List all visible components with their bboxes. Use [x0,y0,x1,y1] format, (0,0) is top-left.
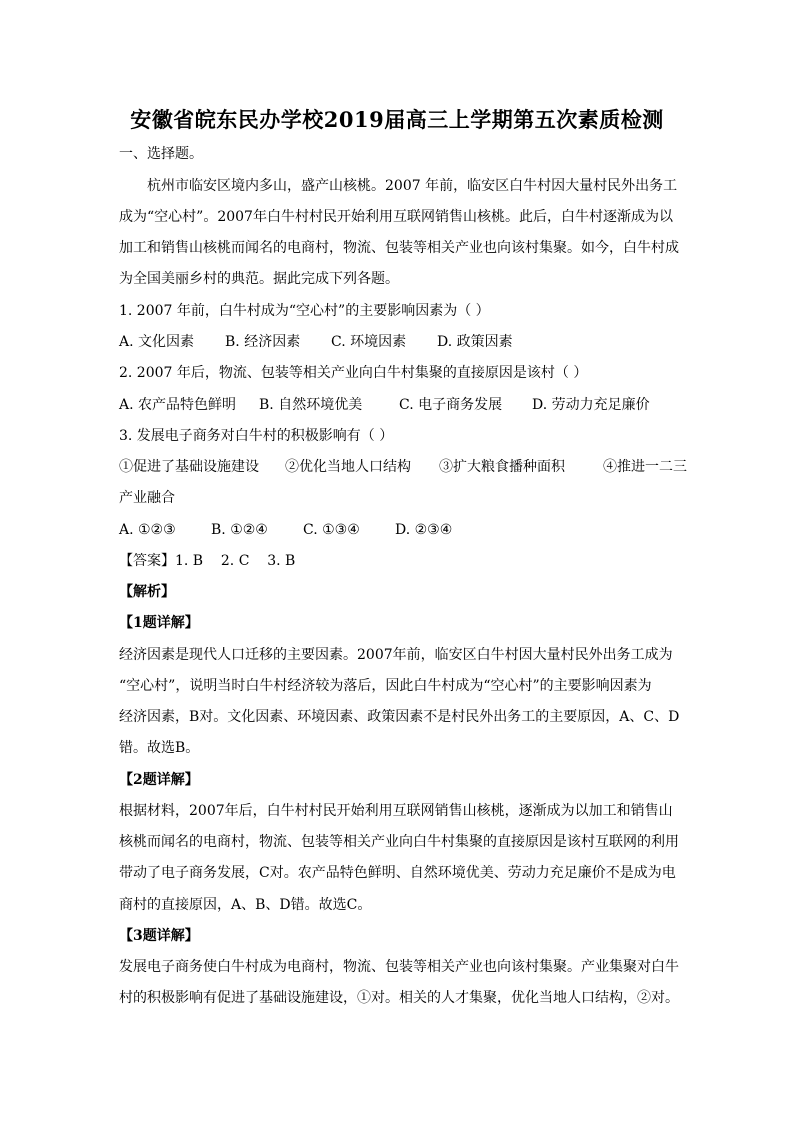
option: B. 自然环境优美 [259,397,363,413]
question-2-options [119,395,650,415]
option: C. ①③④ [303,522,360,538]
option: D. 劳动力充足廉价 [532,397,650,413]
document-title: 安徽省皖东民办学校2019届高三上学期第五次素质检测 [130,107,664,132]
question-3-stem: 3. 发展电子商务对白牛村的积极影响有（ ） [119,428,394,444]
detail-2-line: 根据材料，2007年后，白牛村村民开始利用互联网销售山核桃，逐渐成为以加工和销售山 [119,803,673,819]
detail-3-heading: 【3题详解】 [119,928,199,944]
option: C. 环境因素 [331,334,407,350]
detail-1-line: 经济因素是现代人口迁移的主要因素。2007年前，临安区白牛村因大量村民外出务工成为 [119,647,673,663]
detail-1-line: 错。故选B。 [119,740,200,756]
detail-3-line: 村的积极影响有促进了基础设施建设，①对。相关的人才集聚，优化当地人口结构，②对。 [119,990,679,1006]
detail-1-line: “空心村”，说明当时白牛村经济较为落后，因此白牛村成为“空心村”的主要影响因素为 [119,678,652,694]
answer-line: 【答案】1. B 2. C 3. B [119,553,296,569]
statement: ②优化当地人口结构 [285,459,411,475]
passage-line: 为全国美丽乡村的典范。据此完成下列各题。 [119,271,399,287]
statement: ③扩大粮食播种面积 [439,459,565,475]
analysis-heading: 【解析】 [119,584,175,600]
detail-2-line: 商村的直接原因，A、B、D错。故选C。 [119,897,372,913]
option: A. 文化因素 [119,334,195,350]
option: D. 政策因素 [437,334,513,350]
option: A. ①②③ [119,522,176,538]
option: B. 经济因素 [225,334,301,350]
option: D. ②③④ [395,522,453,538]
option: B. ①②④ [211,522,268,538]
question-3-options [119,520,452,540]
statement: ④推进一二三 [603,459,687,475]
question-1-stem: 1. 2007 年前，白牛村成为“空心村”的主要影响因素为（ ） [119,303,490,319]
detail-3-line: 发展电子商务使白牛村成为电商村，物流、包装等相关产业也向该村集聚。产业集聚对白牛 [119,959,679,975]
option: C. 电子商务发展 [399,397,503,413]
question-2-stem: 2. 2007 年后，物流、包装等相关产业向白牛村集聚的直接原因是该村（ ） [119,365,588,381]
detail-1-line: 经济因素，B对。文化因素、环境因素、政策因素不是村民外出务工的主要原因，A、C、D [119,709,680,725]
question-3-items-continued: 产业融合 [119,490,175,506]
detail-2-line: 带动了电子商务发展，C对。农产品特色鲜明、自然环境优美、劳动力充足廉价不是成为电 [119,865,676,881]
detail-2-heading: 【2题详解】 [119,772,199,788]
section-heading: 一、选择题。 [119,146,203,162]
question-3-items [119,457,687,477]
option: A. 农产品特色鲜明 [119,397,237,413]
statement: ①促进了基础设施建设 [119,459,259,475]
detail-2-line: 核桃而闻名的电商村，物流、包装等相关产业向白牛村集聚的直接原因是该村互联网的利用 [119,834,679,850]
detail-1-heading: 【1题详解】 [119,615,199,631]
passage-line: 杭州市临安区境内多山，盛产山核桃。2007 年前，临安区白牛村因大量村民外出务工 [147,178,678,194]
passage-line: 成为“空心村”。2007年白牛村村民开始利用互联网销售山核桃。此后，白牛村逐渐成为以 [119,209,673,225]
passage-line: 加工和销售山核桃而闻名的电商村，物流、包装等相关产业也向该村集聚。如今，白牛村成 [119,240,679,256]
question-1-options [119,332,513,352]
